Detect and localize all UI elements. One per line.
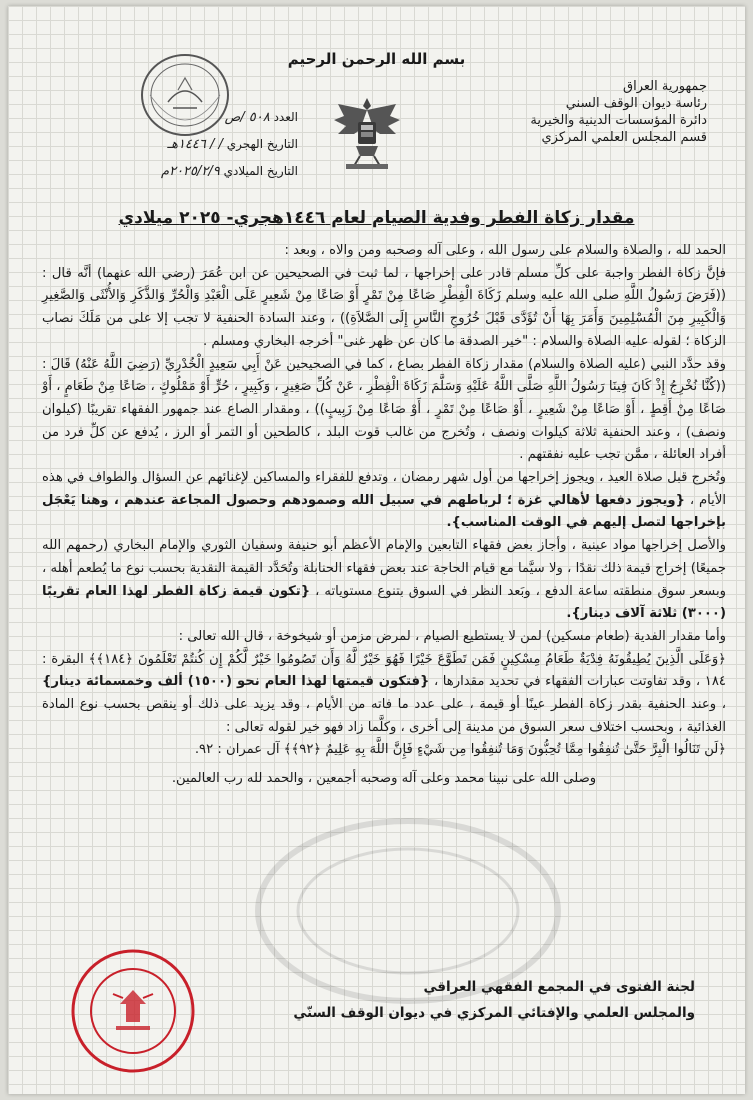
paragraph-intro: الحمد لله ، والصلاة والسلام على رسول الله ، وعلى آله وصحبه ومن والاه ، وبعد : [284, 243, 726, 258]
paragraph-fidya: وأما مقدار الفدية (طعام مسكين) لمن لا يستطيع الصيام ، لمرض مزمن أو شيخوخة ، قال الله تعالى : [178, 628, 726, 644]
signature-line: لجنة الفتوى في المجمع الفقهي العراقي [423, 979, 695, 995]
value-text: والأصل إخراجها مواد عينية ، وأجاز بعض فقهاء التابعين والإمام الأعظم أبو حنيفة وسفيان الثوري والإمام البخاري (رحمهم الله جميعًا) إخراج قيمة ذلك نقدًا ، ولا سيَّما مع قيام الحاجة عند بعض فقهاء الحنابلة وتُحَدَّد القيمة النقدية بحسب نوع ما يُطعم أهله ، وبسعر سوق منطقته ساعة الدفع ، وبَعد النظر في السوق بتنوع مستوياته ، [42, 538, 726, 599]
paragraph-verse1 [42, 649, 726, 740]
basmala: بسم الله الرحمن الرحيم [287, 50, 466, 68]
document-page [8, 6, 745, 1094]
fidya-text: ، وعند الحنفية بقدر زكاة الفطر عينًا أو قيمة ، على عدد ما فاته من الأيام ، وقد يزيد على ذلك أو ينقص بحسب نوع المادة الغذائية ، وبحسب اختلاف سعر السوق من مدينة إلى أخرى ، وكلَّما زاد فهو خير لقوله تعالى : [42, 697, 726, 735]
gaza-note: {ويجوز دفعها لأهالي غزة ؛ لرباطهم في سبيل الله وصمودهم وحصول المجاعة عندهم ، وهنا يَعْجَل بإخراجها لتصل إليهم في الوقت المناسب}. [42, 492, 726, 531]
ref-gregorian-date [161, 158, 298, 185]
official-stamp-icon [68, 946, 198, 1076]
paragraph-value [42, 535, 726, 626]
ref-label: التاريخ الهجري [226, 137, 298, 151]
signature-line: والمجلس العلمي والإفتائي المركزي في ديوان الوقف السنّي [293, 1005, 695, 1021]
paragraph-closing: وصلى الله على نبينا محمد وعلى آله وصحبه أجمعين ، والحمد لله رب العالمين. [171, 771, 597, 787]
issuer-block [487, 78, 707, 146]
paragraph-measure: وقد حدَّد النبي (عليه الصلاة والسلام) مقدار زكاة الفطر بصاع ، كما في الصحيحين عَنْ أَبِي سَعِيدٍ الْخُدْرِيِّ (رَضِيَ اللَّهُ عَنْهُ) قَالَ : ((كُنَّا نُخْرِجُ إِذْ كَانَ فِينَا رَسُولُ اللَّهِ صَلَّى اللَّهُ عَلَيْهِ وَسَلَّمَ زَكَاةَ الْفِطْرِ ، عَنْ كُلِّ صَغِيرٍ ، وَكَبِيرٍ ، حُرٍّ أَوْ مَمْلُوكٍ ، صَاعًا مِنْ طَعَامٍ ، أَوْ صَاعًا مِنْ أَقِطٍ ، أَوْ صَاعًا مِنْ شَعِيرٍ ، أَوْ صَاعًا مِنْ تَمْرٍ ، أَوْ صَاعًا مِنْ زَبِيبٍ)) ، ومقدار الصاع عند جمهور الفقهاء تقريبًا (كيلوان ونصف) ، وعند الحنفية ثلاثة كيلوات ونصف ، وتُخرج من غالب قوت البلد ، كالطحين أو التمر أو الرز ، يُدفع عن كلِّ فرد من أفراد العائلة ، ممَّن تجب عليه نفقتهم . [42, 356, 726, 463]
reference-block [161, 104, 298, 185]
issuer-line: قسم المجلس العلمي المركزي [541, 130, 707, 145]
paragraph-verse2 [42, 739, 726, 762]
issuer-line: دائرة المؤسسات الدينية والخيرية [530, 113, 707, 128]
ref-value: / / ١٤٤٦هـ [167, 137, 223, 152]
ref-hijri-date [167, 131, 298, 158]
verse-reference: آل عمران : ٩٢. [194, 742, 284, 758]
fidya-amount-note: {فتكون قيمتها لهذا العام نحو (١٥٠٠) ألف وخمسمائة دينار} [42, 674, 430, 690]
ref-label: التاريخ الميلادي [223, 164, 298, 178]
document-body [42, 240, 726, 791]
ref-value: ٢٠٢٥/٢/٩م [161, 164, 220, 179]
issuer-line: رئاسة ديوان الوقف السني [565, 96, 707, 111]
document-title: مقدار زكاة الفطر وفدية الصيام لعام ١٤٤٦هجري- ٢٠٢٥ ميلادي [118, 208, 635, 228]
timing-text: وتُخرج قبل صلاة العيد ، ويجوز إخراجها من أول شهر رمضان ، وتدفع للفقراء والمساكين لإغنائهم عن السؤال والطواف في هذه الأيام ، [42, 470, 726, 508]
issuer-line: جمهورية العراق [623, 79, 707, 94]
quran-verse: ﴿وَعَلَى الَّذِينَ يُطِيقُونَهُ فِدْيَةٌ طَعَامُ مِسْكِينٍ فَمَن تَطَوَّعَ خَيْرًا فَهُوَ خَيْرٌ لَّهُ وَأَن تَصُومُوا خَيْرٌ لَّكُمْ إِن كُنتُمْ تَعْلَمُونَ ﴿١٨٤﴾﴾ [88, 651, 726, 667]
eagle-emblem-icon [330, 90, 404, 172]
signature-block [195, 974, 695, 1026]
paragraph-timing [42, 467, 726, 535]
verse-reference: البقرة : ١٨٤ ، وقد تفاوتت عبارات الفقهاء في تحديد مقدارها ، [42, 651, 726, 690]
ref-label: العدد [273, 110, 298, 124]
zakat-amount-note: {تكون قيمة زكاة الفطر لهذا العام تقريبًا (٣٠٠٠) ثلاثة آلاف دينار}. [42, 583, 726, 622]
paragraph-obligation: فإنَّ زكاة الفطر واجبة على كلِّ مسلم قادر على إخراجها ، لما ثبت في الصحيحين عن ابن عُمَرَ (رضي الله عنهما) أنَّه قال : ((فَرَضَ رَسُولُ اللَّهِ صلى الله عليه وسلم زَكَاةَ الْفِطْرِ صَاعًا مِنْ تَمْرٍ أَوْ صَاعًا مِنْ شَعِيرٍ عَلَى الْعَبْدِ وَالْحُرِّ وَالذَّكَرِ وَالأُنْثَى وَالصَّغِيرِ وَالْكَبِيرِ مِنَ الْمُسْلِمِينَ وَأَمَرَ بِهَا أَنْ تُؤَدَّى قَبْلَ خُرُوجِ النَّاسِ إِلَى الصَّلاَةِ)) ، وعند السادة الحنفية لا تجب إلا على من مَلَكَ نصاب الزكاة ؛ لقوله عليه الصلاة والسلام : "خير الصدقة ما كان عن ظهر غنى" أخرجه البخاري ومسلم . [42, 265, 726, 349]
quran-verse: ﴿لَن تَنَالُوا الْبِرَّ حَتَّىٰ تُنفِقُوا مِمَّا تُحِبُّونَ وَمَا تُنفِقُوا مِن شَيْءٍ فَإِنَّ اللَّهَ بِهِ عَلِيمٌ ﴿٩٢﴾﴾ [283, 742, 726, 758]
ref-number [178, 104, 298, 131]
ref-value: ٥٠٨ /ص [224, 110, 270, 125]
